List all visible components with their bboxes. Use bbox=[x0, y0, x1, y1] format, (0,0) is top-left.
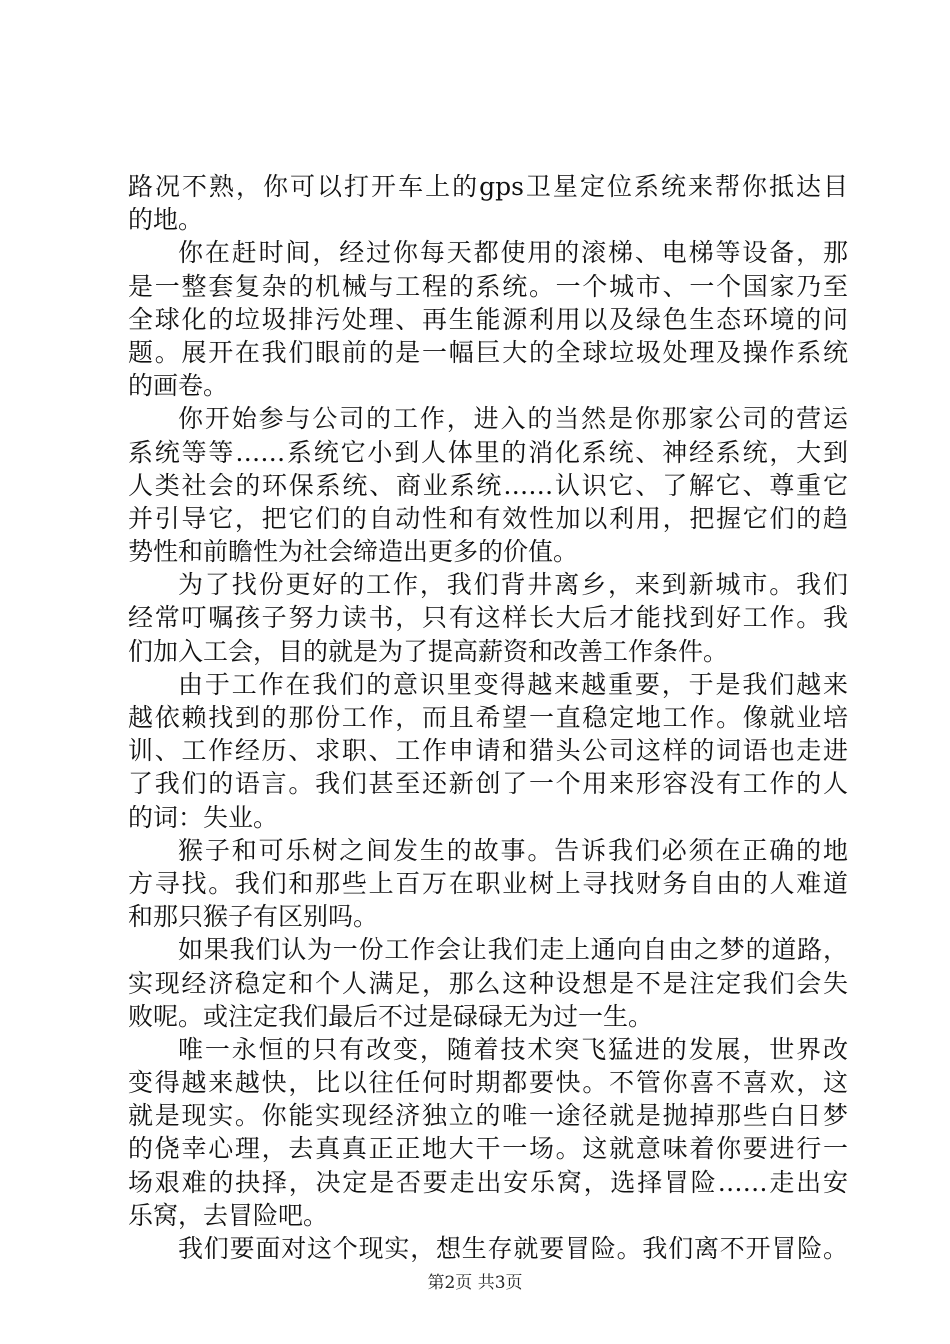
body-text bbox=[128, 170, 848, 1265]
text-line: 猴子和可乐树之间发生的故事。告诉我们必须在正确的地 bbox=[178, 835, 848, 865]
text-line: 实现经济稳定和个人满足，那么这种设想是不是注定我们会失 bbox=[128, 968, 848, 998]
text-line: 路况不熟，你可以打开车上的gps卫星定位系统来帮你抵达目 bbox=[128, 172, 848, 201]
text-line: 系统等等……系统它小到人体里的消化系统、神经系统，大到 bbox=[128, 437, 848, 467]
text-line: 和那只猴子有区别吗。 bbox=[128, 902, 379, 932]
text-line: 为了找份更好的工作，我们背井离乡，来到新城市。我们 bbox=[178, 570, 848, 600]
text-line: 我们要面对这个现实，想生存就要冒险。我们离不开冒险。 bbox=[178, 1234, 848, 1263]
text-line: 训、工作经历、求职、工作申请和猎头公司这样的词语也走进 bbox=[128, 736, 848, 766]
text-line: 势性和前瞻性为社会缔造出更多的价值。 bbox=[128, 537, 579, 567]
text-line: 败呢。或注定我们最后不过是碌碌无为过一生。 bbox=[128, 1001, 654, 1031]
text-line: 场艰难的抉择，决定是否要走出安乐窝，选择冒险……走出安 bbox=[128, 1167, 848, 1197]
text-line: 们加入工会，目的就是为了提高薪资和改善工作条件。 bbox=[128, 636, 729, 666]
text-line: 题。展开在我们眼前的是一幅巨大的全球垃圾处理及操作系统 bbox=[128, 337, 848, 367]
text-line: 并引导它，把它们的自动性和有效性加以利用，把握它们的趋 bbox=[128, 503, 848, 533]
text-line: 越依赖找到的那份工作，而且希望一直稳定地工作。像就业培 bbox=[128, 703, 848, 732]
text-line: 由于工作在我们的意识里变得越来越重要，于是我们越来 bbox=[178, 669, 848, 699]
text-line: 你在赶时间，经过你每天都使用的滚梯、电梯等设备，那 bbox=[178, 238, 848, 268]
text-line: 你开始参与公司的工作，进入的当然是你那家公司的营运 bbox=[178, 404, 848, 434]
text-line: 人类社会的环保系统、商业系统……认识它、了解它、尊重它 bbox=[128, 470, 848, 500]
text-line: 乐窝，去冒险吧。 bbox=[128, 1200, 329, 1230]
page-footer: 第2页 共3页 bbox=[427, 1273, 523, 1293]
text-line: 是一整套复杂的机械与工程的系统。一个城市、一个国家乃至 bbox=[128, 271, 848, 301]
text-line: 的画卷。 bbox=[128, 371, 229, 401]
text-line: 的侥幸心理，去真真正正地大干一场。这就意味着你要进行一 bbox=[128, 1134, 848, 1164]
text-line: 就是现实。你能实现经济独立的唯一途径就是抛掉那些白日梦 bbox=[128, 1101, 848, 1131]
text-line: 的词：失业。 bbox=[128, 802, 279, 832]
text-line: 变得越来越快，比以往任何时期都要快。不管你喜不喜欢，这 bbox=[128, 1068, 848, 1098]
text-line: 全球化的垃圾排污处理、再生能源利用以及绿色生态环境的问 bbox=[128, 304, 848, 334]
text-line: 方寻找。我们和那些上百万在职业树上寻找财务自由的人难道 bbox=[128, 868, 848, 898]
text-line: 的地。 bbox=[128, 205, 204, 235]
text-line: 唯一永恒的只有改变，随着技术突飞猛进的发展，世界改 bbox=[178, 1034, 848, 1064]
text-line: 经常叮嘱孩子努力读书，只有这样长大后才能找到好工作。我 bbox=[128, 603, 848, 633]
text-line: 了我们的语言。我们甚至还新创了一个用来形容没有工作的人 bbox=[128, 769, 848, 799]
text-line: 如果我们认为一份工作会让我们走上通向自由之梦的道路， bbox=[178, 935, 848, 965]
